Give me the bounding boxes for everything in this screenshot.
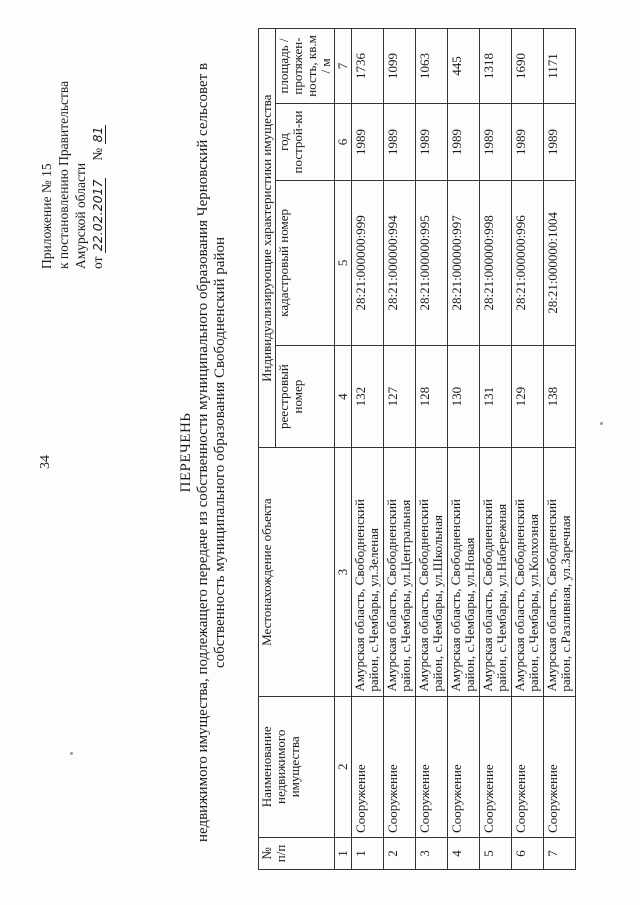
area-value: 1736 (352, 29, 384, 104)
cadastral-number: 28:21:000000:994 (384, 180, 416, 345)
property-name: Сооружение (544, 696, 576, 837)
table-row (448, 29, 480, 870)
table-row (480, 29, 512, 870)
location-line-2: район, с.Чембары, ул.Зеленая (366, 527, 381, 692)
table-row (544, 29, 576, 870)
location-line-1: Амурская область, Свободненский (544, 498, 559, 692)
construction-year: 1989 (480, 103, 512, 180)
cadastral-number: 28:21:000000:998 (480, 180, 512, 345)
row-number: 2 (384, 837, 416, 869)
appendix-date-line (89, 81, 106, 269)
property-name: Сооружение (352, 696, 384, 837)
scan-speck (70, 752, 73, 755)
property-location (544, 448, 576, 696)
header-characteristics: Индивидуализирующие характеристики имущества (259, 29, 276, 448)
title-line-1: недвижимого имущества, подлежащего передаче из собственности муниципального образования Черновский сельсовет в (195, 62, 211, 843)
title-heading: ПЕРЕЧЕНЬ (178, 412, 194, 493)
header-name: Наименование недвижимого имущества (259, 696, 335, 837)
row-number: 7 (544, 837, 576, 869)
property-name: Сооружение (512, 696, 544, 837)
col-number: 5 (335, 180, 352, 345)
handwritten-number: 81 (90, 126, 105, 143)
location-line-1: Амурская область, Свободненский (352, 498, 367, 692)
row-number: 5 (480, 837, 512, 869)
property-name: Сооружение (416, 696, 448, 837)
construction-year: 1989 (448, 103, 480, 180)
appendix-line-1: Приложение № 15 (39, 163, 54, 269)
appendix-block (38, 81, 106, 269)
row-number: 1 (352, 837, 384, 869)
registry-number: 129 (512, 345, 544, 448)
page-number: 34 (38, 455, 53, 469)
cadastral-number: 28:21:000000:1004 (544, 180, 576, 345)
col-number: 7 (335, 29, 352, 104)
header-num: № п/п (259, 837, 335, 869)
cadastral-number: 28:21:000000:996 (512, 180, 544, 345)
col-number: 4 (335, 345, 352, 448)
property-location (416, 448, 448, 696)
registry-number: 132 (352, 345, 384, 448)
location-line-1: Амурская область, Свободненский (480, 498, 495, 692)
col-number: 1 (335, 837, 352, 869)
cadastral-number: 28:21:000000:999 (352, 180, 384, 345)
construction-year: 1989 (384, 103, 416, 180)
location-line-2: район, с.Чембары, ул.Колхозная (526, 514, 541, 692)
property-location (384, 448, 416, 696)
registry-number: 127 (384, 345, 416, 448)
property-name: Сооружение (480, 696, 512, 837)
area-value: 1318 (480, 29, 512, 104)
header-area: площадь / протяжен-ность, кв.м / м (276, 29, 335, 104)
property-table (258, 28, 576, 870)
table-row (416, 29, 448, 870)
area-value: 1171 (544, 29, 576, 104)
location-line-1: Амурская область, Свободненский (416, 498, 431, 692)
col-number: 2 (335, 696, 352, 837)
area-value: 1690 (512, 29, 544, 104)
location-line-2: район, с.Чембары, ул.Центральная (398, 499, 413, 692)
location-line-2: район, с.Разливная, ул.Заречная (558, 515, 573, 692)
appendix-line-3: Амурской области (73, 162, 88, 269)
table-row (384, 29, 416, 870)
registry-number: 128 (416, 345, 448, 448)
area-value: 1099 (384, 29, 416, 104)
location-line-1: Амурская область, Свободненский (512, 498, 527, 692)
registry-number: 138 (544, 345, 576, 448)
document-title (178, 40, 229, 865)
area-value: 445 (448, 29, 480, 104)
header-year: год построй-ки (276, 103, 335, 180)
location-line-1: Амурская область, Свободненский (384, 498, 399, 692)
cadastral-number: 28:21:000000:997 (448, 180, 480, 345)
location-line-2: район, с.Чембары, ул.Новая (462, 537, 477, 692)
number-prefix: № (90, 147, 105, 161)
header-location: Местонахождение объекта (259, 448, 335, 696)
col-number: 6 (335, 103, 352, 180)
property-name: Сооружение (448, 696, 480, 837)
title-line-2: собственность муниципального образования Свободненский район (212, 236, 228, 669)
location-line-2: район, с.Чембары, ул.Школьная (430, 515, 445, 692)
property-location (480, 448, 512, 696)
cadastral-number: 28:21:000000:995 (416, 180, 448, 345)
appendix-line-2: к постановлению Правительства (56, 80, 71, 269)
construction-year: 1989 (512, 103, 544, 180)
location-line-2: район, с.Чембары, ул.Набережная (494, 503, 509, 692)
header-cadastral: кадастровый номер (276, 180, 335, 345)
location-line-1: Амурская область, Свободненский (448, 498, 463, 692)
property-name: Сооружение (384, 696, 416, 837)
property-location (512, 448, 544, 696)
handwritten-date: 22.02.2017 (90, 179, 105, 252)
row-number: 6 (512, 837, 544, 869)
row-number: 4 (448, 837, 480, 869)
area-value: 1063 (416, 29, 448, 104)
row-number: 3 (416, 837, 448, 869)
registry-number: 131 (480, 345, 512, 448)
construction-year: 1989 (352, 103, 384, 180)
construction-year: 1989 (544, 103, 576, 180)
registry-number: 130 (448, 345, 480, 448)
property-location (352, 448, 384, 696)
table-row (352, 29, 384, 870)
table-row (512, 29, 544, 870)
column-number-row (335, 29, 352, 870)
col-number: 3 (335, 448, 352, 696)
scan-speck (600, 422, 603, 425)
header-registry: реестровый номер (276, 345, 335, 448)
date-prefix: от (90, 256, 105, 269)
property-location (448, 448, 480, 696)
construction-year: 1989 (416, 103, 448, 180)
